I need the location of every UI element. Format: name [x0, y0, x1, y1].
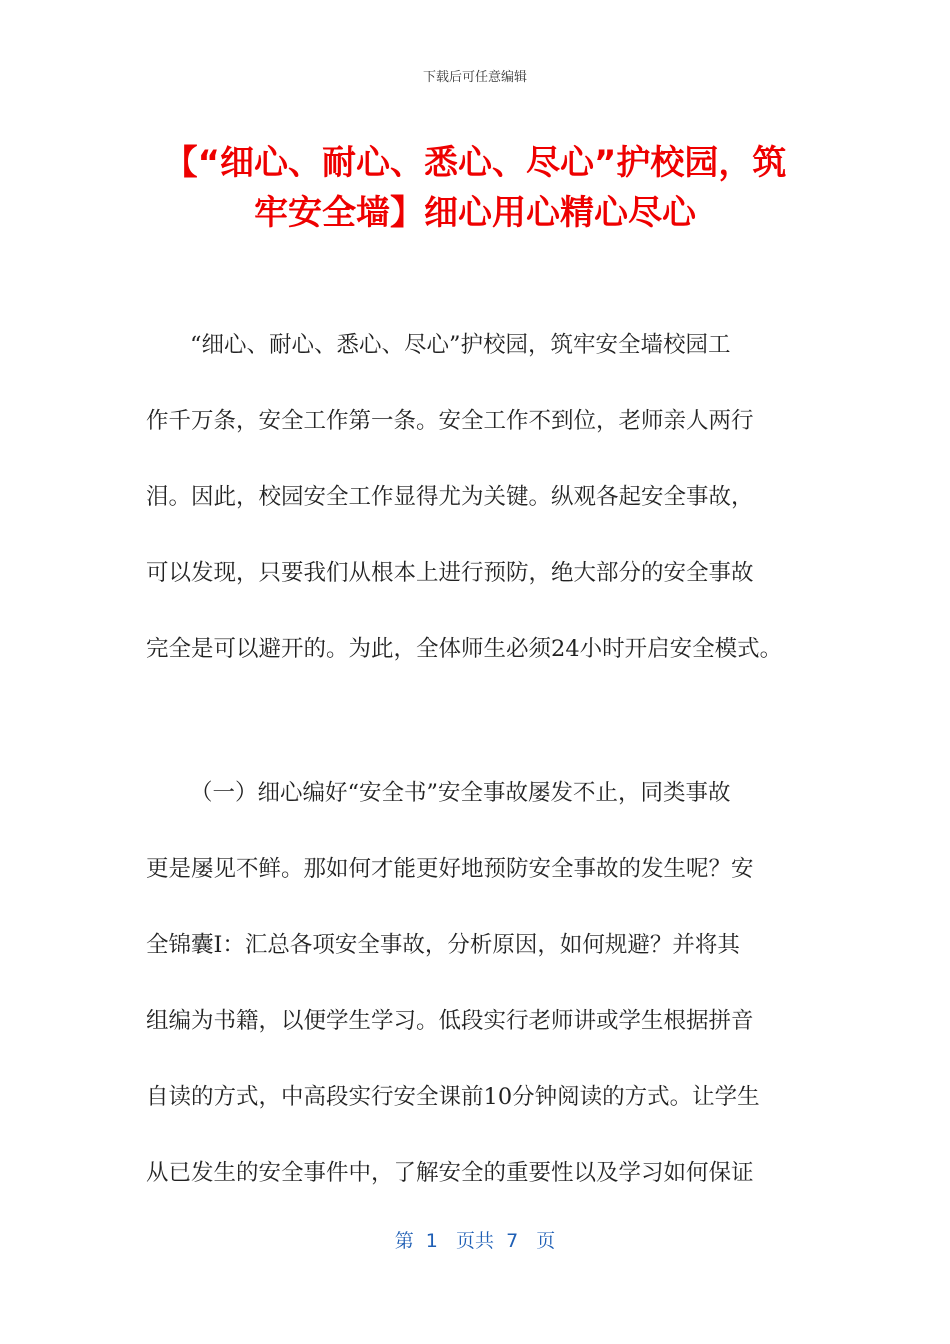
paragraph-line: 全锦囊I：汇总各项安全事故，分析原因，如何规避？并将其: [146, 932, 740, 958]
paragraph-section-one: [146, 778, 826, 1234]
paragraph-line: 自读的方式，中高段实行安全课前10分钟阅读的方式。让学生: [146, 1084, 760, 1110]
document-title-line-2: 牢安全墙】细心用心精心尽心: [254, 193, 696, 233]
paragraph-line: 完全是可以避开的。为此，全体师生必须24小时开启安全模式。: [146, 636, 783, 662]
paragraph-intro: [146, 330, 826, 710]
document-title: [120, 138, 830, 238]
paragraph-line: 更是屡见不鲜。那如何才能更好地预防安全事故的发生呢？安: [146, 856, 754, 882]
document-title-line-1: 【“细心、耐心、悉心、尽心”护校园，筑: [163, 143, 787, 183]
paragraph-line: 从已发生的安全事件中，了解安全的重要性以及学习如何保证: [146, 1160, 754, 1186]
paragraph-line: 泪。因此，校园安全工作显得尤为关键。纵观各起安全事故，: [146, 484, 754, 510]
paragraph-line: （一）细心编好“安全书”安全事故屡发不止，同类事故: [190, 780, 731, 806]
paragraph-line: 组编为书籍，以便学生学习。低段实行老师讲或学生根据拼音: [146, 1008, 754, 1034]
paragraph-line: 可以发现，只要我们从根本上进行预防，绝大部分的安全事故: [146, 560, 754, 586]
page-number-footer: 第 1 页共 7 页: [394, 1230, 556, 1252]
paragraph-line: “细心、耐心、悉心、尽心”护校园，筑牢安全墙校园工: [190, 332, 731, 358]
header-note: 下载后可任意编辑: [422, 70, 527, 85]
paragraph-line: 作千万条，安全工作第一条。安全工作不到位，老师亲人两行: [146, 408, 754, 434]
